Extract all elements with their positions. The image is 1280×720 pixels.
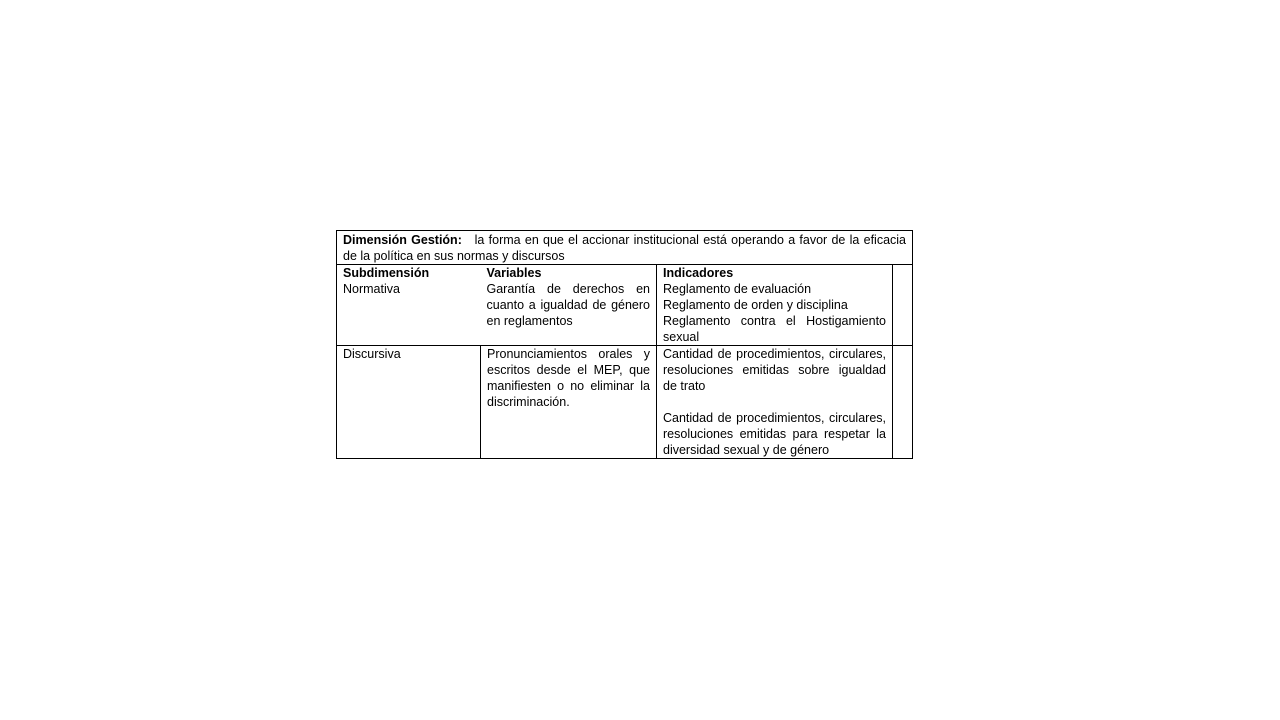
indicator-item: Cantidad de procedimientos, circulares, resoluciones emitidas sobre igualdad de trato: [663, 347, 886, 393]
empty-cell: [893, 346, 913, 459]
subdimension-cell: Discursiva: [337, 346, 481, 459]
empty-cell: [893, 265, 913, 346]
subdimension-cell: Normativa: [337, 281, 481, 346]
indicator-item: Reglamento de evaluación: [663, 282, 812, 296]
indicators-cell: [657, 346, 893, 459]
variable-cell: Pronunciamientos orales y escritos desde el MEP, que manifiesten o no eliminar la discriminación.: [481, 346, 657, 459]
dimension-label: Dimensión Gestión:: [343, 233, 462, 247]
dimension-table: [336, 230, 913, 459]
table-header-row: [337, 265, 913, 282]
table-row: [337, 281, 913, 346]
table-row: [337, 346, 913, 459]
indicators-cell: [657, 281, 893, 346]
table-title-cell: [337, 231, 913, 265]
variable-cell: Garantía de derechos en cuanto a igualdad de género en reglamentos: [481, 281, 657, 346]
header-variables: Variables: [481, 265, 657, 282]
indicator-item: Reglamento de orden y disciplina: [663, 298, 848, 312]
indicator-item: Cantidad de procedimientos, circulares, resoluciones emitidas para respetar la diversidad sexual y de género: [663, 411, 886, 457]
indicator-item: Reglamento contra el Hostigamiento sexual: [663, 314, 886, 344]
header-subdimension: Subdimensión: [337, 265, 481, 282]
header-indicadores: Indicadores: [657, 265, 893, 282]
dimension-description: la forma en que el accionar institucional está operando a favor de la eficacia de la política en sus normas y discursos: [343, 233, 907, 263]
table-title-row: [337, 231, 913, 265]
indicator-spacer: [663, 394, 886, 410]
